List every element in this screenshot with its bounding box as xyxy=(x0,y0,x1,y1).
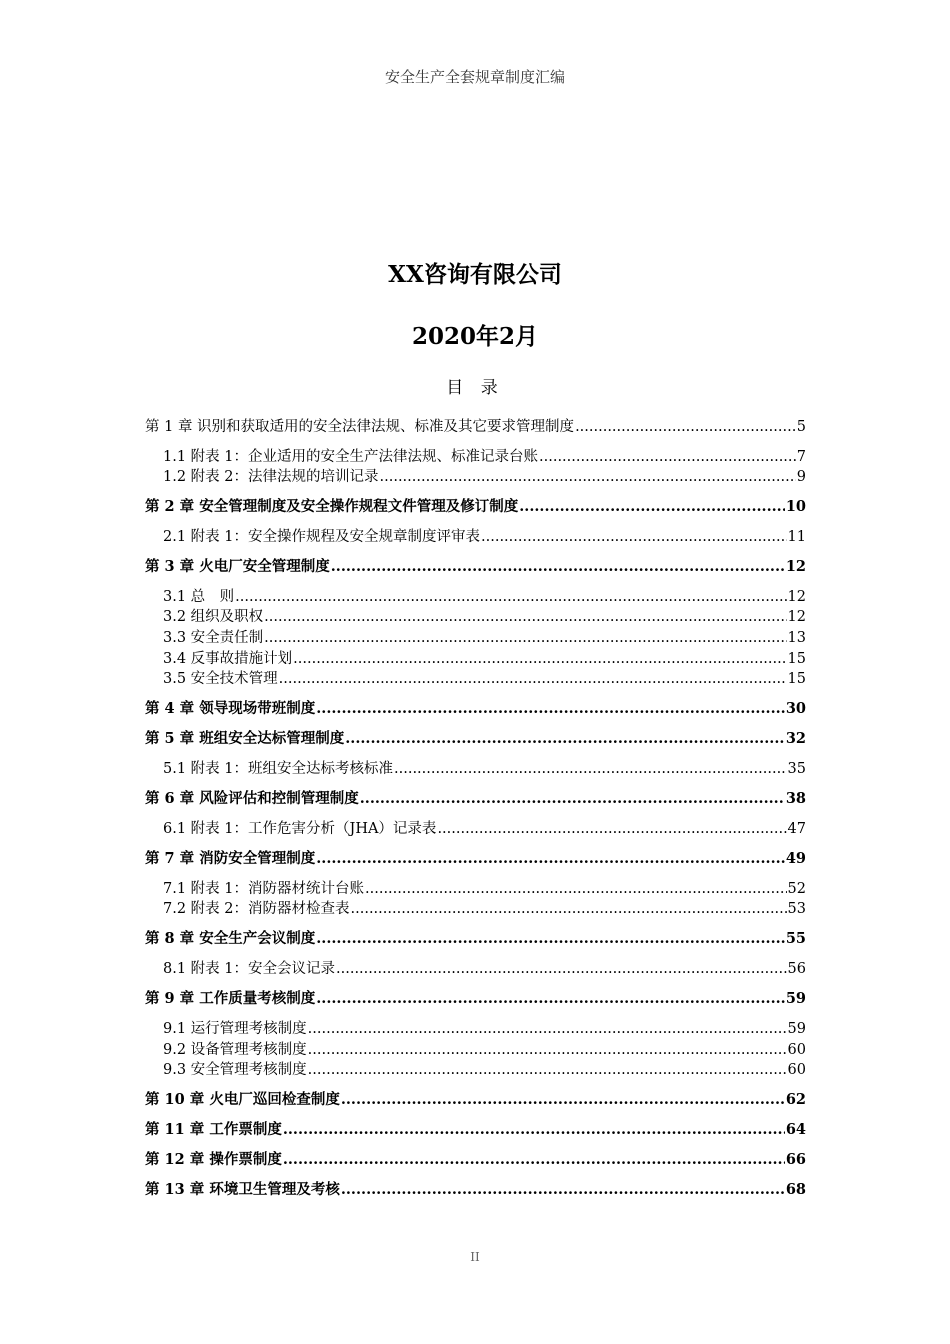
toc-leader-dots xyxy=(264,607,786,627)
toc-chapter-entry[interactable] xyxy=(145,557,806,577)
toc-entry-title: 3.3 安全责任制 xyxy=(163,630,264,646)
toc-entry-title: 5.1 附表 1：班组安全达标考核标准 xyxy=(163,761,394,777)
toc-entry-page: 66 xyxy=(785,1151,806,1168)
toc-entry-title: 7.2 附表 2：消防器材检查表 xyxy=(163,901,350,917)
toc-entry-page: 30 xyxy=(785,700,806,717)
toc-leader-dots xyxy=(316,699,785,719)
toc-leader-dots xyxy=(437,819,786,839)
toc-entry-page: 53 xyxy=(787,901,806,917)
toc-chapter-entry[interactable] xyxy=(145,929,806,949)
toc-leader-dots xyxy=(575,417,796,437)
toc-entry-title: 第 10 章 火电厂巡回检查制度 xyxy=(145,1091,340,1108)
toc-entry-title: 第 5 章 班组安全达标管理制度 xyxy=(145,730,345,747)
toc-entry-page: 15 xyxy=(787,671,806,687)
toc-section-entry[interactable] xyxy=(163,1019,806,1039)
toc-entry-title: 3.5 安全技术管理 xyxy=(163,671,278,687)
toc-entry-title: 9.1 运行管理考核制度 xyxy=(163,1021,307,1037)
toc-entry-page: 60 xyxy=(787,1062,806,1078)
toc-section-entry[interactable] xyxy=(163,628,806,648)
toc-section-entry[interactable] xyxy=(163,819,806,839)
toc-entry-page: 56 xyxy=(787,961,806,977)
toc-entry-page: 60 xyxy=(787,1042,806,1058)
toc-section-entry[interactable] xyxy=(163,759,806,779)
toc-leader-dots xyxy=(331,557,785,577)
toc-entry-page: 12 xyxy=(787,609,806,625)
toc-entry-title: 7.1 附表 1：消防器材统计台账 xyxy=(163,881,365,897)
toc-title: 目 录 xyxy=(446,378,504,398)
toc-leader-dots xyxy=(341,1180,785,1200)
toc-chapter-entry[interactable] xyxy=(145,729,806,749)
toc-entry-title: 6.1 附表 1：工作危害分析（JHA）记录表 xyxy=(163,821,437,837)
toc-leader-dots xyxy=(365,879,787,899)
document-date: 2020年2月 xyxy=(411,323,539,350)
running-header: 安全生产全套规章制度汇编 xyxy=(384,68,565,86)
toc-chapter-entry[interactable] xyxy=(145,417,806,437)
toc-entry-page: 12 xyxy=(785,558,806,575)
toc-leader-dots xyxy=(341,1090,785,1110)
toc-leader-dots xyxy=(394,759,787,779)
toc-entry-page: 7 xyxy=(796,449,806,465)
toc-entry-title: 2.1 附表 1：安全操作规程及安全规章制度评审表 xyxy=(163,529,481,545)
toc-entry-title: 第 2 章 安全管理制度及安全操作规程文件管理及修订制度 xyxy=(145,498,519,515)
toc-section-entry[interactable] xyxy=(163,467,806,487)
toc-entry-page: 62 xyxy=(785,1091,806,1108)
toc-entry-page: 9 xyxy=(796,469,806,485)
toc-entry-page: 68 xyxy=(785,1181,806,1198)
toc-entry-title: 第 7 章 消防安全管理制度 xyxy=(145,850,316,867)
toc-entry-title: 8.1 附表 1：安全会议记录 xyxy=(163,961,336,977)
toc-section-entry[interactable] xyxy=(163,1040,806,1060)
page-number: II xyxy=(470,1250,480,1264)
toc-entry-title: 3.4 反事故措施计划 xyxy=(163,651,293,667)
toc-entry-page: 52 xyxy=(787,881,806,897)
toc-entry-title: 第 3 章 火电厂安全管理制度 xyxy=(145,558,330,575)
toc-leader-dots xyxy=(308,1060,787,1080)
toc-leader-dots xyxy=(360,789,785,809)
toc-leader-dots xyxy=(316,929,785,949)
toc-entry-page: 59 xyxy=(785,990,806,1007)
toc-entry-title: 第 1 章 识别和获取适用的安全法律法规、标准及其它要求管理制度 xyxy=(145,419,575,435)
toc-entry-page: 12 xyxy=(787,589,806,605)
toc-entry-title: 第 4 章 领导现场带班制度 xyxy=(145,700,316,717)
toc-entry-page: 64 xyxy=(785,1121,806,1138)
toc-leader-dots xyxy=(283,1150,785,1170)
company-name: XX咨询有限公司 xyxy=(388,261,562,288)
toc-entry-page: 15 xyxy=(787,651,806,667)
toc-entry-title: 第 13 章 环境卫生管理及考核 xyxy=(145,1181,340,1198)
toc-entry-title: 第 11 章 工作票制度 xyxy=(145,1121,282,1138)
toc-leader-dots xyxy=(283,1120,785,1140)
toc-leader-dots xyxy=(235,587,786,607)
toc-entry-page: 35 xyxy=(787,761,806,777)
toc-section-entry[interactable] xyxy=(163,649,806,669)
toc-leader-dots xyxy=(308,1040,787,1060)
toc-entry-title: 1.1 附表 1：企业适用的安全生产法律法规、标准记录台账 xyxy=(163,449,539,465)
toc-leader-dots xyxy=(380,467,796,487)
toc-section-entry[interactable] xyxy=(163,447,806,467)
toc-entry-title: 1.2 附表 2：法律法规的培训记录 xyxy=(163,469,379,485)
toc-section-entry[interactable] xyxy=(163,587,806,607)
toc-leader-dots xyxy=(279,669,787,689)
toc-entry-page: 13 xyxy=(787,630,806,646)
toc-entry-title: 3.1 总 则 xyxy=(163,589,235,605)
toc-chapter-entry[interactable] xyxy=(145,497,806,517)
toc-leader-dots xyxy=(519,497,785,517)
toc-chapter-entry[interactable] xyxy=(145,849,806,869)
toc-leader-dots xyxy=(351,899,787,919)
toc-section-entry[interactable] xyxy=(163,607,806,627)
toc-entry-title: 第 6 章 风险评估和控制管理制度 xyxy=(145,790,359,807)
toc-entry-title: 第 8 章 安全生产会议制度 xyxy=(145,930,316,947)
toc-chapter-entry[interactable] xyxy=(145,989,806,1009)
toc-leader-dots xyxy=(336,959,787,979)
toc-entry-page: 5 xyxy=(796,419,806,435)
toc-leader-dots xyxy=(308,1019,787,1039)
toc-entry-title: 第 12 章 操作票制度 xyxy=(145,1151,282,1168)
toc-entry-title: 9.3 安全管理考核制度 xyxy=(163,1062,307,1078)
toc-section-entry[interactable] xyxy=(163,527,806,547)
toc-section-entry[interactable] xyxy=(163,959,806,979)
toc-entry-title: 9.2 设备管理考核制度 xyxy=(163,1042,307,1058)
toc-entry-page: 10 xyxy=(785,498,806,515)
toc-entry-page: 32 xyxy=(785,730,806,747)
toc-section-entry[interactable] xyxy=(163,899,806,919)
toc-chapter-entry[interactable] xyxy=(145,1150,806,1170)
toc-entry-page: 11 xyxy=(787,529,806,545)
toc-chapter-entry[interactable] xyxy=(145,1120,806,1140)
toc-section-entry[interactable] xyxy=(163,669,806,689)
toc-chapter-entry[interactable] xyxy=(145,1180,806,1200)
toc-entry-page: 59 xyxy=(787,1021,806,1037)
toc-leader-dots xyxy=(481,527,787,547)
toc-section-entry[interactable] xyxy=(163,1060,806,1080)
toc-chapter-entry[interactable] xyxy=(145,789,806,809)
toc-entry-page: 55 xyxy=(785,930,806,947)
toc-entry-title: 3.2 组织及职权 xyxy=(163,609,264,625)
toc-entry-page: 38 xyxy=(785,790,806,807)
toc-leader-dots xyxy=(316,989,785,1009)
toc-leader-dots xyxy=(264,628,786,648)
toc-leader-dots xyxy=(539,447,796,467)
toc-chapter-entry[interactable] xyxy=(145,699,806,719)
toc-chapter-entry[interactable] xyxy=(145,1090,806,1110)
toc-leader-dots xyxy=(345,729,785,749)
toc-section-entry[interactable] xyxy=(163,879,806,899)
toc-entry-page: 47 xyxy=(787,821,806,837)
toc-entry-page: 49 xyxy=(785,850,806,867)
toc-entry-title: 第 9 章 工作质量考核制度 xyxy=(145,990,316,1007)
toc-leader-dots xyxy=(316,849,785,869)
toc-leader-dots xyxy=(293,649,786,669)
